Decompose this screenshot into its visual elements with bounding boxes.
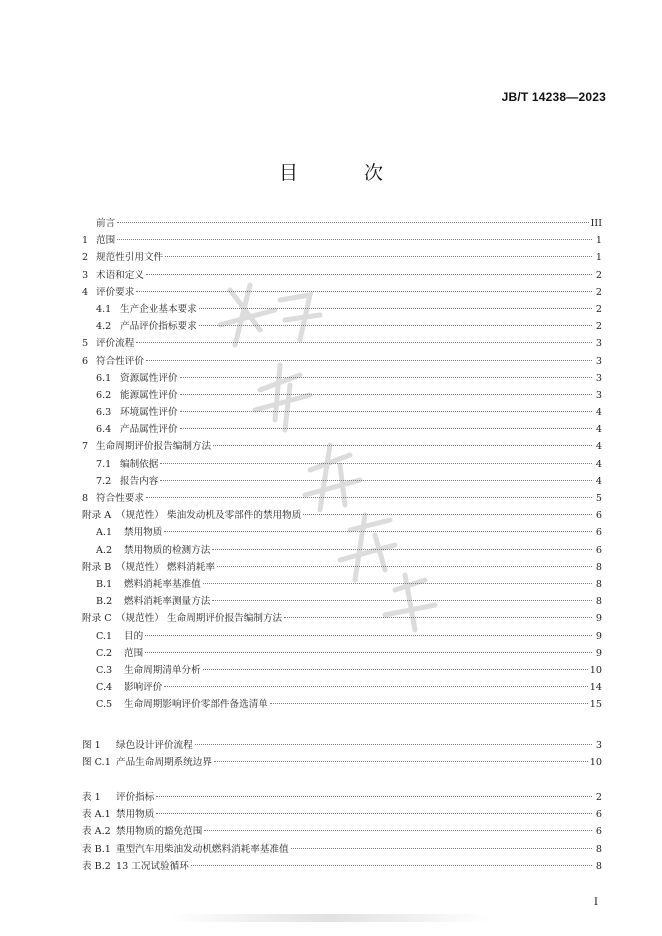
- toc-entry: [82, 473, 602, 490]
- table-entry: [82, 806, 602, 823]
- entry-title: 目的: [124, 630, 144, 642]
- figure-list: [82, 737, 602, 771]
- entry-title: 评价要求: [96, 286, 135, 298]
- entry-title: 环境属性评价: [120, 407, 178, 419]
- entry-title: 13 工况试验循环: [116, 860, 189, 872]
- entry-title: 生产企业基本要求: [120, 303, 197, 315]
- entry-number: 4: [82, 286, 89, 298]
- toc-entry: [82, 576, 602, 593]
- entry-title: 影响评价: [124, 682, 163, 694]
- toc-entry: [82, 593, 602, 610]
- entry-label: [82, 754, 212, 771]
- entry-title: 术语和定义: [96, 269, 144, 281]
- entry-title: 禁用物质的检测方法: [124, 544, 211, 556]
- entry-label: [96, 370, 178, 387]
- entry-number: 7: [82, 441, 89, 453]
- entry-page: 1: [595, 252, 602, 264]
- leader-dots: [146, 497, 592, 498]
- entry-label: [96, 645, 143, 662]
- entry-title: 产品属性评价: [120, 424, 178, 436]
- entry-number: 4.2: [96, 321, 112, 333]
- toc-entry: [82, 662, 602, 679]
- footer-smudge: [170, 914, 490, 922]
- leader-dots: [156, 796, 592, 797]
- leader-dots: [180, 377, 592, 378]
- entry-title: 生命周期清单分析: [124, 664, 201, 676]
- entry-label: [96, 421, 178, 438]
- entry-label: [82, 610, 282, 627]
- entry-number: 8: [82, 493, 89, 504]
- entry-number: 图 C.1: [82, 757, 111, 769]
- leader-dots: [160, 480, 592, 481]
- toc-entry: [82, 215, 602, 232]
- leader-dots: [217, 566, 592, 567]
- entry-page: 9: [595, 630, 602, 642]
- entry-label: [82, 267, 144, 284]
- toc-entry: [82, 421, 602, 438]
- leader-dots: [160, 463, 592, 464]
- entry-number: 3: [82, 269, 89, 281]
- entry-number: C.5: [96, 699, 113, 711]
- entry-number: 6: [82, 355, 89, 367]
- entry-page: 4: [595, 475, 602, 487]
- toc-entry: [82, 559, 602, 576]
- entry-page: 14: [589, 682, 602, 694]
- entry-title: （规范性） 生命周期评价报告编制方法: [116, 613, 283, 625]
- entry-title: 评价指标: [116, 792, 155, 803]
- toc-entry: [82, 318, 602, 335]
- toc-entry: [82, 696, 602, 713]
- table-entry: [82, 841, 602, 858]
- entry-page: 9: [595, 647, 602, 659]
- leader-dots: [199, 325, 592, 326]
- entry-label: [96, 593, 210, 610]
- toc-entry: [82, 284, 602, 301]
- entry-number: A.1: [96, 527, 113, 539]
- entry-page: 15: [589, 699, 602, 711]
- entry-page: 6: [595, 527, 602, 539]
- toc-entry: [82, 524, 602, 541]
- entry-title: 符合性评价: [96, 355, 144, 367]
- toc-entry: [82, 490, 602, 507]
- leader-dots: [214, 761, 588, 762]
- entry-title: 燃料消耗率基准值: [124, 578, 201, 590]
- entry-label: [82, 858, 189, 875]
- entry-page: 6: [595, 510, 602, 522]
- leader-dots: [204, 830, 592, 831]
- entry-page: 9: [595, 613, 602, 625]
- leader-dots: [146, 274, 592, 275]
- toc-entry: [82, 335, 602, 352]
- leader-dots: [303, 514, 592, 515]
- entry-label: [96, 542, 210, 559]
- entry-label: [82, 284, 134, 301]
- toc-entry: [82, 645, 602, 662]
- toc-entry: [82, 249, 602, 266]
- entry-page: 6: [595, 809, 602, 821]
- entry-title: 编制依据: [120, 458, 159, 470]
- leader-dots: [117, 222, 588, 223]
- toc-entry: [82, 267, 602, 284]
- toc-entry: [82, 353, 602, 370]
- entry-label: [82, 559, 215, 576]
- entry-number: 6.4: [96, 424, 112, 436]
- entry-title: 产品生命周期系统边界: [116, 757, 212, 769]
- entry-page: 10: [589, 757, 602, 769]
- entry-page: 4: [595, 424, 602, 436]
- entry-label: [82, 232, 115, 249]
- leader-dots: [284, 617, 592, 618]
- leader-dots: [136, 291, 592, 292]
- leader-dots: [199, 308, 592, 309]
- entry-page: 1: [595, 235, 602, 247]
- leader-dots: [164, 686, 587, 687]
- entry-label: [96, 576, 201, 593]
- entry-number: 6.1: [96, 372, 112, 384]
- toc-entry: [82, 507, 602, 524]
- entry-title: 生命周期评价报告编制方法: [96, 441, 212, 453]
- toc-entry: [82, 628, 602, 645]
- entry-label: [82, 823, 202, 840]
- leader-dots: [191, 865, 592, 866]
- entry-title: 重型汽车用柴油发动机燃料消耗率基准值: [116, 843, 289, 855]
- entry-page: 5: [595, 493, 602, 504]
- leader-dots: [156, 813, 592, 814]
- entry-page: 6: [595, 826, 602, 838]
- entry-title: 燃料消耗率测量方法: [124, 596, 211, 608]
- entry-number: 表 B.1: [82, 843, 111, 855]
- entry-number: C.4: [96, 682, 113, 694]
- leader-dots: [213, 445, 592, 446]
- entry-page: 2: [595, 269, 602, 281]
- entry-page: 8: [595, 561, 602, 573]
- entry-title: 禁用物质的豁免范围: [116, 826, 203, 838]
- table-entry: [82, 858, 602, 875]
- entry-number: 图 1: [82, 740, 101, 751]
- toc-entry: [82, 404, 602, 421]
- leader-dots: [145, 635, 592, 636]
- entry-number: B.1: [96, 578, 113, 590]
- entry-page: 4: [595, 458, 602, 470]
- entry-label: [82, 249, 163, 266]
- entry-label: [96, 662, 201, 679]
- entry-number: 4.1: [96, 303, 112, 315]
- entry-number: 6.3: [96, 407, 112, 419]
- entry-page: 3: [595, 355, 602, 367]
- leader-dots: [180, 394, 592, 395]
- leader-dots: [195, 744, 592, 745]
- entry-page: 3: [595, 740, 602, 751]
- leader-dots: [212, 549, 592, 550]
- table-list: [82, 789, 602, 875]
- entry-page: 4: [595, 441, 602, 453]
- toc-entry: [82, 542, 602, 559]
- entry-number: 5: [82, 338, 89, 350]
- leader-dots: [117, 239, 592, 240]
- entry-title: （规范性） 柴油发动机及零部件的禁用物质: [116, 510, 302, 522]
- leader-dots: [145, 652, 592, 653]
- entry-number: 表 1: [82, 792, 101, 803]
- entry-page: 2: [595, 321, 602, 333]
- entry-label: [96, 301, 197, 318]
- entry-label: [96, 696, 268, 713]
- entry-label: [82, 438, 211, 455]
- entry-label: [82, 737, 193, 754]
- entry-label: [82, 806, 154, 823]
- entry-title: 评价流程: [96, 338, 135, 350]
- entry-number: 附录 B: [82, 561, 112, 573]
- entry-label: [96, 318, 197, 335]
- leader-dots: [180, 428, 592, 429]
- entry-number: 2: [82, 252, 89, 264]
- entry-number: 6.2: [96, 389, 112, 401]
- entry-number: 表 A.2: [82, 826, 111, 838]
- toc-entry: [82, 387, 602, 404]
- entry-page: III: [590, 218, 602, 229]
- entry-title: 产品评价指标要求: [120, 321, 197, 333]
- figure-entry: [82, 737, 602, 754]
- table-of-contents: [82, 215, 602, 713]
- entry-label: [82, 490, 144, 507]
- entry-number: 7.1: [96, 458, 112, 470]
- entry-page: 8: [595, 578, 602, 590]
- entry-title: 报告内容: [120, 475, 159, 487]
- toc-entry: [82, 456, 602, 473]
- entry-page: 3: [595, 389, 602, 401]
- entry-label: [82, 507, 301, 524]
- entry-label: [82, 335, 134, 352]
- entry-number: 7.2: [96, 475, 112, 487]
- entry-number: C.2: [96, 647, 113, 659]
- leader-dots: [291, 848, 592, 849]
- entry-label: [82, 789, 154, 806]
- entry-title: 生命周期影响评价零部件备选清单: [124, 699, 268, 711]
- entry-title: 前言: [96, 218, 116, 229]
- entry-label: [82, 353, 144, 370]
- leader-dots: [203, 583, 592, 584]
- toc-entry: [82, 438, 602, 455]
- entry-title: 禁用物质: [116, 809, 155, 821]
- entry-page: 4: [595, 407, 602, 419]
- entry-number: A.2: [96, 544, 113, 556]
- figure-entry: [82, 754, 602, 771]
- entry-number: B.2: [96, 596, 113, 608]
- entry-page: 8: [595, 860, 602, 872]
- entry-page: 3: [595, 338, 602, 350]
- entry-title: 范围: [124, 647, 144, 659]
- entry-label: [96, 473, 158, 490]
- entry-page: 10: [589, 664, 602, 676]
- entry-number: C.1: [96, 630, 113, 642]
- table-entry: [82, 789, 602, 806]
- entry-number: 1: [82, 235, 89, 247]
- entry-number: 附录 A: [82, 510, 112, 522]
- leader-dots: [212, 600, 592, 601]
- table-entry: [82, 823, 602, 840]
- entry-number: C.3: [96, 664, 113, 676]
- leader-dots: [270, 703, 588, 704]
- entry-title: 符合性要求: [96, 493, 144, 504]
- entry-label: [96, 628, 143, 645]
- leader-dots: [164, 531, 592, 532]
- entry-label: [82, 841, 289, 858]
- entry-label: [96, 456, 158, 473]
- toc-entry: [82, 679, 602, 696]
- toc-entry: [82, 370, 602, 387]
- entry-title: （规范性） 燃料消耗率: [116, 561, 215, 573]
- entry-page: 8: [595, 596, 602, 608]
- leader-dots: [180, 411, 592, 412]
- entry-label: [96, 404, 178, 421]
- leader-dots: [136, 342, 592, 343]
- entry-title: 规范性引用文件: [96, 252, 164, 264]
- entry-number: 表 B.2: [82, 860, 111, 872]
- toc-entry: [82, 232, 602, 249]
- entry-page: 2: [595, 792, 602, 803]
- entry-page: 2: [595, 303, 602, 315]
- entry-label: [96, 679, 162, 696]
- entry-number: 附录 C: [82, 613, 112, 625]
- entry-label: [96, 387, 178, 404]
- entry-number: 表 A.1: [82, 809, 111, 821]
- entry-label: [96, 524, 162, 541]
- entry-page: 3: [595, 372, 602, 384]
- page-title: 目 次: [278, 162, 414, 184]
- entry-title: 范围: [96, 235, 116, 247]
- entry-title: 资源属性评价: [120, 372, 178, 384]
- standard-code: JB/T 14238—2023: [501, 90, 606, 104]
- entry-label: [82, 215, 115, 232]
- entry-title: 能源属性评价: [120, 389, 178, 401]
- leader-dots: [203, 669, 588, 670]
- entry-page: 2: [595, 286, 602, 298]
- entry-page: 8: [595, 843, 602, 855]
- entry-title: 禁用物质: [124, 527, 163, 539]
- toc-entry: [82, 610, 602, 627]
- entry-title: 绿色设计评价流程: [116, 740, 193, 751]
- leader-dots: [165, 256, 592, 257]
- page-number: I: [594, 897, 598, 908]
- leader-dots: [146, 360, 592, 361]
- entry-page: 6: [595, 544, 602, 556]
- toc-entry: [82, 301, 602, 318]
